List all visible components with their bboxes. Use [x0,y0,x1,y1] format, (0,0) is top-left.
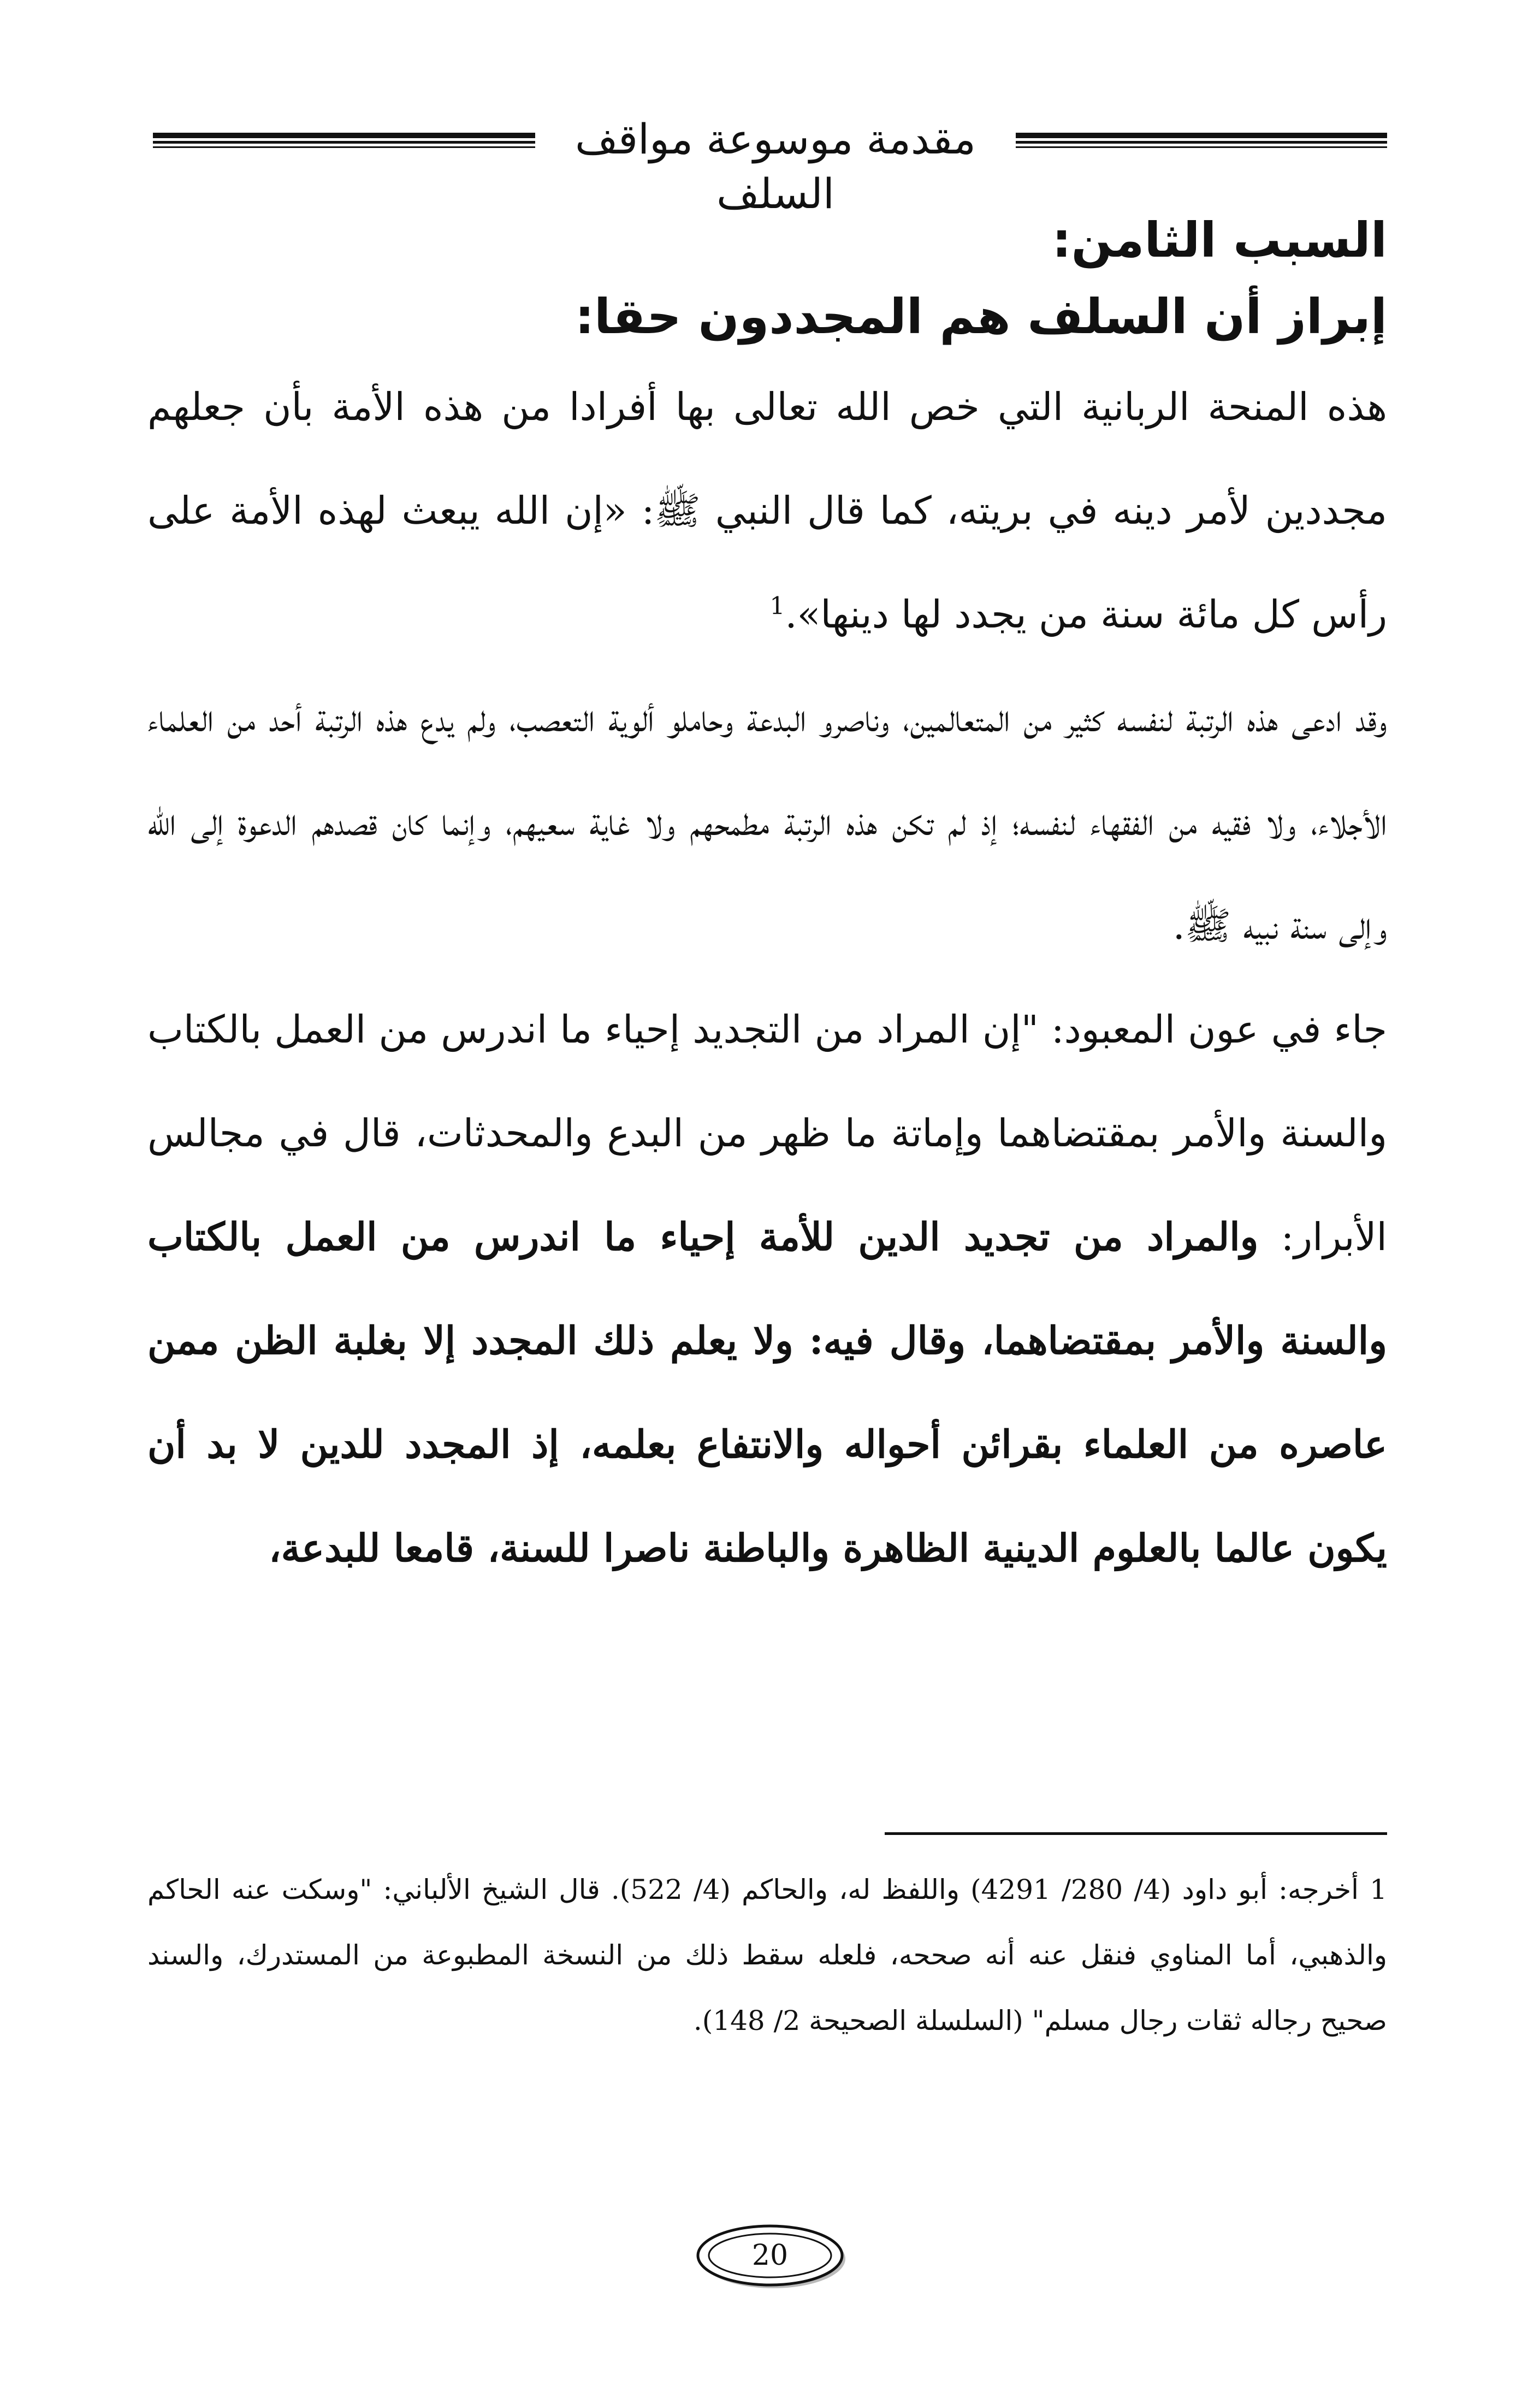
footnote-separator [885,1832,1387,1835]
paragraph-3-text: جاء في عون المعبود: "إن المراد من التجديد إحياء ما اندرس من العمل بالكتاب والسنة والأمر بمقتضاهما وإماتة ما ظهر من البدع والمحدثات، قال في مجالس الأبرار: [147,1007,1387,1259]
section-label: السبب الثامن: [1052,212,1387,268]
paragraph-1 [147,355,1387,666]
running-header-title: مقدمة موسوعة مواقف السلف [575,115,976,218]
header-rule-left [153,133,535,149]
page-number-badge [688,2217,852,2294]
footnote-ref[interactable]: 1 [769,592,785,620]
page-header [153,101,1387,218]
paragraph-3-bold-quote: والمراد من تجديد الدين للأمة إحياء ما اندرس من العمل بالكتاب والسنة والأمر بمقتضاهما، وقال فيه: ولا يعلم ذلك المجدد إلا بغلبة الظن ممن عاصره من العلماء بقرائن أحواله والانتفاع بعلمه، إذ المجدد للدين لا بد أن يكون عالما بالعلوم الدينية الظاهرة والباطنة ناصرا للسنة، قامعا للبدعة، [147,1214,1387,1571]
page-number: 20 [751,2239,789,2272]
header-rule-right [1016,133,1387,149]
footnote: 1 أخرجه: أبو داود (4/ 280/ 4291) واللفظ له، والحاكم (4/ 522). قال الشيخ الألباني: "وسكت عنه الحاكم والذهبي، أما المناوي فنقل عنه أنه صححه، فلعله سقط ذلك من النسخة المطبوعة من المستدرك، والسند صحيح رجاله ثقات رجال مسلم" (السلسلة الصحيحة 2/ 148). [147,1874,1387,2036]
paragraph-3 [147,978,1387,1600]
section-title: إبراز أن السلف هم المجددون حقا: [574,288,1387,345]
paragraph-2: وقد ادعى هذه الرتبة لنفسه كثير من المتعالمين، وناصرو البدعة وحاملو ألوية التعصب، ولم يدع هذه الرتبة أحد من العلماء الأجلاء، ولا فقيه من الفقهاء لنفسه؛ إذ لم تكن هذه الرتبة مطمحهم ولا غاية سعيهم، وإنما كان قصدهم الدعوة إلى الله وإلى سنة نبيه ﷺ. [147,696,1387,948]
paragraph-1-text: هذه المنحة الربانية التي خص الله تعالى بها أفرادا من هذه الأمة بأن جعلهم مجددين لأمر دينه في بريته، كما قال النبي ﷺ: «إن الله يبعث لهذه الأمة على رأس كل مائة سنة من يجدد لها دينها». [147,384,1387,637]
main-content [147,202,1387,1600]
